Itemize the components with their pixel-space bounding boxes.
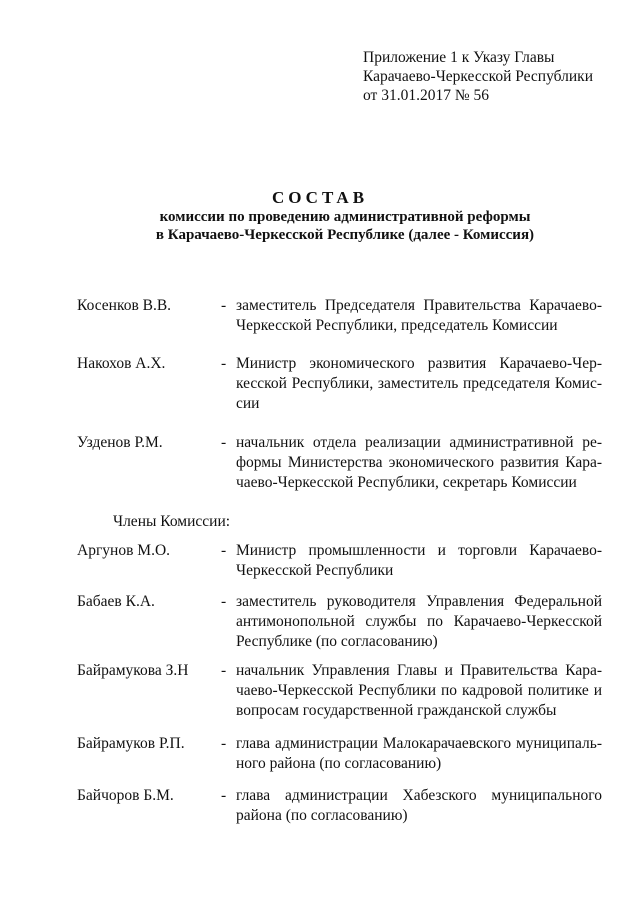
position-line: формы Министерства экономического развития Кара- — [236, 454, 602, 471]
entry-dash: - — [221, 735, 227, 752]
position-line: чаево-Черкесской Республики, секретарь Комиссии — [236, 474, 577, 491]
entry-dash: - — [221, 434, 227, 451]
person-position — [236, 734, 602, 774]
person-name: Аргунов М.О. — [77, 542, 171, 559]
position-line: сии — [236, 395, 260, 412]
position-line: начальник отдела реализации административной ре- — [236, 434, 602, 451]
person-position — [236, 433, 602, 493]
person-name: Узденов Р.М. — [77, 434, 163, 451]
entry-dash: - — [221, 297, 227, 314]
person-position — [236, 786, 602, 826]
person-position — [236, 354, 602, 414]
entry-dash: - — [221, 662, 227, 679]
entry-dash: - — [221, 787, 227, 804]
position-line: глава администрации Малокарачаевского муниципаль- — [236, 735, 602, 752]
person-name: Байрамукова З.Н — [77, 662, 189, 679]
person-position — [236, 661, 602, 721]
position-line: начальник Управления Главы и Правительства Кара- — [236, 662, 602, 679]
position-line: Министр экономического развития Карачаево-Чер- — [236, 355, 602, 372]
position-line: района (по согласованию) — [236, 807, 408, 824]
position-line: заместитель руководителя Управления Федеральной — [236, 593, 602, 610]
person-name: Байрамуков Р.П. — [77, 735, 185, 752]
annex-line-2: Карачаево-Черкесской Республики — [363, 68, 593, 85]
position-line: Министр промышленности и торговли Карачаево- — [236, 542, 602, 559]
person-name: Косенков В.В. — [77, 297, 172, 314]
position-line: Черкесской Республики, председатель Комиссии — [236, 317, 558, 334]
position-line: кесской Республики, заместитель председателя Комис- — [236, 375, 602, 392]
position-line: антимонопольной службы по Карачаево-Черкесской — [236, 613, 602, 630]
position-line: Черкесской Республики — [236, 562, 394, 579]
person-position — [236, 541, 602, 581]
entry-dash: - — [221, 542, 227, 559]
annex-line-3: от 31.01.2017 № 56 — [363, 87, 489, 104]
position-line: Республике (по согласованию) — [236, 633, 438, 650]
person-name: Накохов А.Х. — [77, 355, 166, 372]
person-position — [236, 296, 602, 336]
document-subtitle-line-2: в Карачаево-Черкесской Республике (далее - Комиссия) — [155, 227, 535, 243]
person-name: Бабаев К.А. — [77, 593, 155, 610]
position-line: чаево-Черкесской Республики по кадровой политике и — [236, 682, 602, 699]
annex-line-1: Приложение 1 к Указу Главы — [363, 49, 555, 66]
position-line: вопросам государственной гражданской службы — [236, 702, 557, 719]
position-line: глава администрации Хабезского муниципального — [236, 787, 602, 804]
members-heading: Члены Комиссии: — [113, 513, 231, 530]
person-name: Байчоров Б.М. — [77, 787, 174, 804]
document-title: СОСТАВ — [271, 188, 369, 207]
entry-dash: - — [221, 355, 227, 372]
annex-header — [363, 48, 593, 105]
position-line: ного района (по согласованию) — [236, 755, 442, 772]
position-line: заместитель Председателя Правительства Карачаево- — [236, 297, 602, 314]
document-subtitle-line-1: комиссии по проведению административной реформы — [159, 209, 531, 225]
person-position — [236, 592, 602, 652]
entry-dash: - — [221, 593, 227, 610]
